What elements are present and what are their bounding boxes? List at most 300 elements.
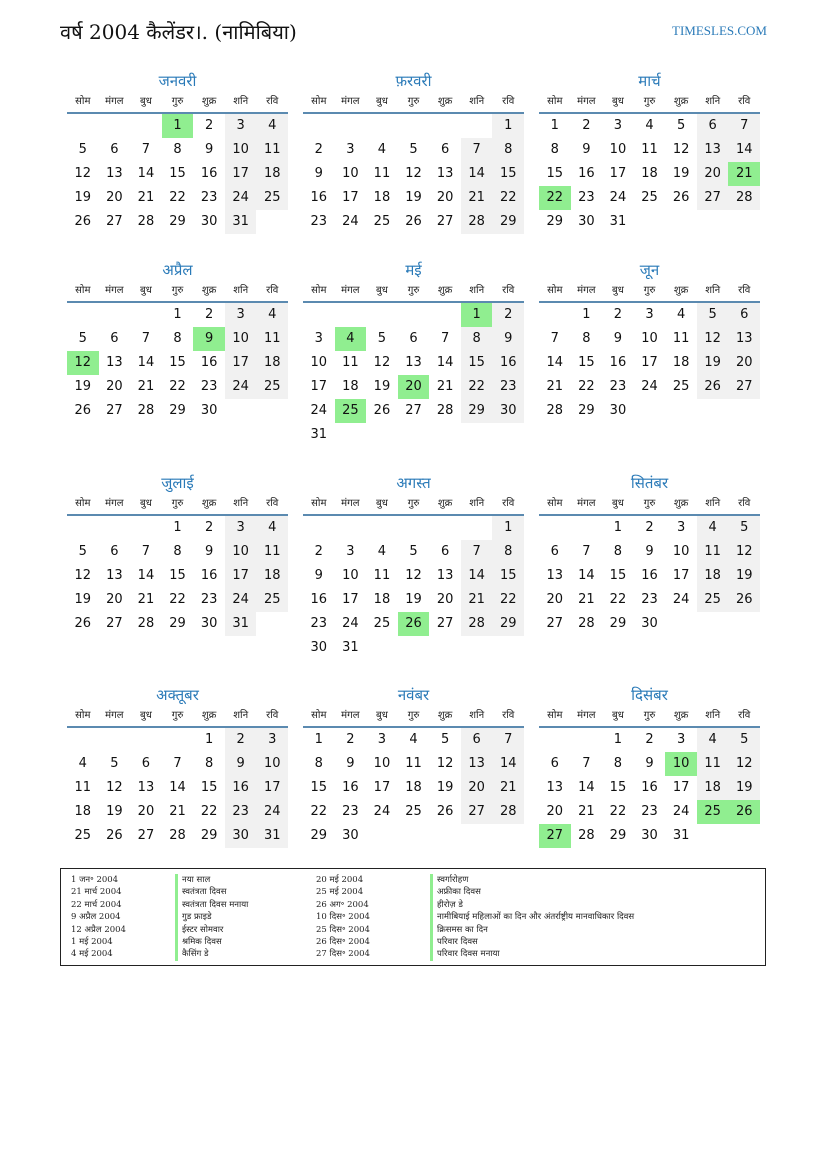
day-cell: 3: [645, 307, 654, 322]
day-cell: 18: [672, 355, 690, 370]
weekday-header: [539, 281, 760, 303]
day-cell: 26: [106, 828, 123, 843]
weekday-header: [303, 281, 524, 303]
day-cell: 19: [436, 780, 454, 795]
day-cell: 31: [310, 427, 328, 442]
day-cell: 31: [225, 612, 257, 636]
weekday-label: बुध: [612, 710, 624, 721]
week-row: [67, 824, 288, 848]
day-cell: 21: [728, 162, 760, 186]
day-cell: 13: [106, 568, 123, 583]
day-cell: 15: [200, 780, 218, 795]
day-cell: 13: [106, 355, 123, 370]
day-cell: 22: [310, 804, 328, 819]
day-cell: 5: [409, 544, 418, 559]
day-cell: 25: [373, 616, 391, 631]
day-cell: 22: [609, 804, 627, 819]
week-row: [67, 776, 288, 800]
day-cell: 14: [578, 780, 595, 795]
day-cell: 27: [436, 214, 454, 229]
week-row: [67, 351, 288, 375]
month-name: अक्तूबर: [156, 686, 199, 704]
day-cell: 31: [609, 214, 627, 229]
day-cell: 13: [728, 327, 760, 351]
day-cell: 24: [310, 403, 328, 418]
day-cell: 21: [137, 190, 155, 205]
empty-cell: [398, 636, 430, 660]
day-cell: 27: [461, 800, 493, 824]
empty-cell: [335, 114, 367, 138]
empty-cell: [256, 210, 288, 234]
day-cell: 10: [225, 327, 257, 351]
month-9: [539, 472, 760, 636]
day-cell: 24: [672, 592, 690, 607]
day-cell: 18: [373, 190, 391, 205]
empty-cell: [429, 516, 461, 540]
holiday-name: परिवार दिवस: [430, 936, 634, 948]
weekday-label: गुरु: [407, 498, 420, 509]
day-cell: 14: [137, 166, 155, 181]
day-cell: 8: [173, 544, 182, 559]
day-cell: 27: [137, 828, 155, 843]
day-cell: 21: [461, 186, 493, 210]
day-cell: 4: [377, 142, 387, 157]
day-cell: 22: [578, 379, 595, 394]
day-cell: 23: [310, 616, 328, 631]
weekday-label: गुरु: [171, 498, 184, 509]
month-4: [67, 259, 288, 423]
empty-cell: [728, 824, 760, 848]
day-cell: 14: [137, 568, 155, 583]
day-cell: 27: [106, 214, 123, 229]
day-cell: 26: [436, 804, 454, 819]
weekday-label: रवि: [738, 285, 751, 296]
empty-cell: [67, 728, 99, 752]
day-cell: 24: [225, 588, 257, 612]
day-cell: 26: [672, 190, 690, 205]
empty-cell: [99, 516, 131, 540]
day-cell: 28: [137, 403, 155, 418]
empty-cell: [461, 516, 493, 540]
day-cell: 30: [641, 828, 658, 843]
day-cell: 28: [461, 612, 493, 636]
day-cell: 29: [169, 214, 186, 229]
day-cell: 2: [225, 728, 257, 752]
day-cell: 8: [613, 544, 623, 559]
day-cell: 18: [641, 166, 658, 181]
day-cell: 1: [173, 520, 182, 535]
holiday-date: 26 अग॰ 2004: [316, 899, 369, 910]
empty-cell: [429, 303, 461, 327]
week-row: [303, 728, 524, 752]
day-cell: 9: [204, 142, 214, 157]
day-cell: 28: [578, 616, 595, 631]
day-cell: 18: [342, 379, 359, 394]
empty-cell: [461, 824, 493, 848]
month-12: [539, 684, 760, 848]
day-cell: 2: [613, 307, 623, 322]
day-cell: 30: [342, 828, 359, 843]
empty-cell: [335, 423, 367, 447]
week-row: [67, 303, 288, 327]
day-cell: 12: [728, 540, 760, 564]
day-cell: 9: [204, 544, 214, 559]
day-cell: 18: [697, 776, 729, 800]
day-cell: 10: [342, 166, 359, 181]
weekday-label: गुरु: [171, 710, 184, 721]
day-cell: 20: [398, 375, 430, 399]
day-cell: 3: [256, 728, 288, 752]
day-cell: 16: [310, 592, 328, 607]
weekday-label: शनि: [469, 285, 485, 296]
day-cell: 23: [609, 379, 627, 394]
day-cell: 20: [697, 162, 729, 186]
empty-cell: [99, 728, 131, 752]
week-row: [303, 588, 524, 612]
month-name: जुलाई: [161, 474, 194, 492]
weekday-header: [303, 92, 524, 114]
day-cell: 3: [225, 114, 257, 138]
day-cell: 13: [697, 138, 729, 162]
week-row: [303, 210, 524, 234]
day-cell: 5: [110, 756, 119, 771]
week-row: [539, 114, 760, 138]
day-cell: 25: [405, 804, 422, 819]
day-cell: 18: [256, 351, 288, 375]
empty-cell: [461, 114, 493, 138]
day-cell: 13: [461, 752, 493, 776]
day-cell: 10: [342, 568, 359, 583]
weekday-label: मंगल: [341, 498, 360, 509]
empty-cell: [99, 303, 131, 327]
week-row: [303, 776, 524, 800]
day-cell: 18: [405, 780, 422, 795]
empty-cell: [130, 114, 162, 138]
weekday-label: बुध: [376, 710, 388, 721]
week-row: [67, 540, 288, 564]
day-cell: 8: [492, 138, 524, 162]
day-cell: 8: [314, 756, 323, 771]
day-cell: 29: [609, 616, 627, 631]
day-cell: 26: [74, 214, 92, 229]
day-cell: 11: [672, 331, 690, 346]
day-cell: 20: [436, 190, 454, 205]
day-cell: 18: [697, 564, 729, 588]
weekday-label: गुरु: [407, 96, 420, 107]
day-cell: 28: [461, 210, 493, 234]
week-row: [539, 776, 760, 800]
day-cell: 5: [377, 331, 387, 346]
weekday-label: सोम: [547, 710, 563, 721]
week-row: [67, 327, 288, 351]
empty-cell: [335, 516, 367, 540]
empty-cell: [256, 399, 288, 423]
day-cell: 9: [582, 142, 591, 157]
day-cell: 8: [461, 327, 493, 351]
day-cell: 24: [672, 804, 690, 819]
day-cell: 11: [373, 568, 391, 583]
empty-cell: [429, 423, 461, 447]
weekday-label: रवि: [502, 285, 515, 296]
day-cell: 22: [609, 592, 627, 607]
day-cell: 28: [436, 403, 454, 418]
holiday-name: स्वतंत्रता दिवस: [175, 886, 248, 898]
day-cell: 30: [200, 616, 218, 631]
weekday-label: शनि: [705, 285, 721, 296]
day-cell: 3: [377, 732, 387, 747]
week-row: [539, 162, 760, 186]
weekday-label: शनि: [469, 498, 485, 509]
weekday-label: बुध: [612, 285, 624, 296]
empty-cell: [366, 516, 398, 540]
holiday-list: [60, 868, 766, 966]
day-cell: 22: [169, 190, 186, 205]
weekday-label: बुध: [376, 285, 388, 296]
day-cell: 23: [342, 804, 359, 819]
day-cell: 14: [546, 355, 564, 370]
day-cell: 17: [342, 190, 359, 205]
day-cell: 9: [225, 752, 257, 776]
day-cell: 27: [539, 824, 571, 848]
day-cell: 21: [137, 379, 155, 394]
empty-cell: [665, 210, 697, 234]
weekday-label: सोम: [311, 96, 327, 107]
week-row: [539, 800, 760, 824]
weekday-label: मंगल: [577, 498, 596, 509]
weekday-label: सोम: [311, 498, 327, 509]
site-name[interactable]: TIMESLES.COM: [672, 23, 767, 38]
empty-cell: [366, 423, 398, 447]
day-cell: 4: [409, 732, 418, 747]
day-cell: 23: [200, 379, 218, 394]
day-cell: 5: [78, 544, 87, 559]
day-cell: 17: [609, 166, 627, 181]
empty-cell: [461, 636, 493, 660]
empty-cell: [303, 516, 335, 540]
weekday-header: [67, 92, 288, 114]
day-cell: 27: [436, 616, 454, 631]
weekday-header: [67, 494, 288, 516]
weekday-header: [539, 92, 760, 114]
weekday-label: शुक्र: [201, 498, 217, 509]
day-cell: 15: [461, 351, 493, 375]
weekday-label: शनि: [233, 710, 249, 721]
weekday-label: गुरु: [171, 96, 184, 107]
holiday-date: 22 मार्च 2004: [71, 899, 122, 910]
month-2: [303, 70, 524, 234]
day-cell: 26: [697, 375, 729, 399]
week-row: [303, 351, 524, 375]
weekday-label: गुरु: [407, 710, 420, 721]
day-cell: 12: [405, 568, 422, 583]
day-cell: 4: [78, 756, 87, 771]
week-row: [303, 138, 524, 162]
day-cell: 19: [74, 592, 92, 607]
day-cell: 16: [641, 568, 658, 583]
day-cell: 25: [256, 186, 288, 210]
weekday-header: [539, 494, 760, 516]
day-cell: 6: [461, 728, 493, 752]
day-cell: 3: [346, 544, 355, 559]
day-cell: 13: [137, 780, 155, 795]
holiday-name: अफ्रीका दिवस: [430, 886, 634, 898]
day-cell: 25: [697, 588, 729, 612]
day-cell: 26: [728, 588, 760, 612]
weekday-label: शनि: [469, 96, 485, 107]
week-row: [67, 399, 288, 423]
day-cell: 7: [582, 756, 591, 771]
day-cell: 3: [346, 142, 355, 157]
day-cell: 1: [492, 114, 524, 138]
day-cell: 25: [335, 399, 367, 423]
weekday-label: मंगल: [105, 710, 124, 721]
empty-cell: [162, 728, 194, 752]
month-6: [539, 259, 760, 423]
day-cell: 10: [373, 756, 391, 771]
day-cell: 6: [110, 331, 119, 346]
empty-cell: [67, 303, 99, 327]
day-cell: 1: [492, 516, 524, 540]
month-name: जनवरी: [158, 72, 197, 90]
day-cell: 17: [342, 592, 359, 607]
week-row: [67, 375, 288, 399]
day-cell: 8: [613, 756, 623, 771]
day-cell: 22: [200, 804, 218, 819]
week-row: [303, 303, 524, 327]
empty-cell: [461, 423, 493, 447]
day-cell: 28: [546, 403, 564, 418]
weekday-label: शनि: [705, 96, 721, 107]
day-cell: 15: [169, 166, 186, 181]
weekday-label: मंगल: [105, 285, 124, 296]
empty-cell: [539, 303, 571, 327]
day-cell: 14: [169, 780, 186, 795]
weekday-header: [303, 494, 524, 516]
day-cell: 6: [550, 544, 559, 559]
day-cell: 8: [204, 756, 214, 771]
day-cell: 2: [645, 520, 654, 535]
empty-cell: [366, 636, 398, 660]
week-row: [303, 752, 524, 776]
day-cell: 23: [200, 592, 218, 607]
day-cell: 13: [436, 568, 454, 583]
empty-cell: [130, 303, 162, 327]
week-row: [67, 752, 288, 776]
weekday-label: मंगल: [577, 96, 596, 107]
day-cell: 24: [342, 616, 359, 631]
holiday-name: श्रमिक दिवस: [175, 936, 248, 948]
week-row: [303, 636, 524, 660]
holiday-date: 1 मई 2004: [71, 936, 113, 947]
day-cell: 21: [492, 776, 524, 800]
empty-cell: [697, 210, 729, 234]
day-cell: 13: [106, 166, 123, 181]
week-row: [67, 114, 288, 138]
day-cell: 7: [728, 114, 760, 138]
day-cell: 11: [697, 752, 729, 776]
empty-cell: [398, 423, 430, 447]
weekday-label: सोम: [311, 710, 327, 721]
day-cell: 24: [256, 800, 288, 824]
day-cell: 27: [728, 375, 760, 399]
week-row: [539, 303, 760, 327]
day-cell: 22: [461, 375, 493, 399]
day-cell: 15: [492, 564, 524, 588]
weekday-label: शनि: [233, 285, 249, 296]
day-cell: 3: [314, 331, 323, 346]
day-cell: 20: [106, 190, 123, 205]
weekday-label: शुक्र: [437, 285, 453, 296]
weekday-label: सोम: [547, 285, 563, 296]
day-cell: 11: [256, 138, 288, 162]
empty-cell: [492, 636, 524, 660]
weekday-label: शुक्र: [673, 96, 689, 107]
day-cell: 6: [440, 142, 450, 157]
holiday-date: 9 अप्रैल 2004: [71, 912, 121, 923]
week-row: [303, 824, 524, 848]
day-cell: 6: [409, 331, 418, 346]
weekday-label: रवि: [738, 96, 751, 107]
empty-cell: [697, 612, 729, 636]
week-row: [67, 728, 288, 752]
month-10: [67, 684, 288, 848]
day-cell: 22: [492, 588, 524, 612]
day-cell: 19: [728, 776, 760, 800]
week-row: [67, 564, 288, 588]
empty-cell: [67, 114, 99, 138]
weekday-label: बुध: [612, 498, 624, 509]
week-row: [303, 327, 524, 351]
day-cell: 22: [492, 186, 524, 210]
day-cell: 25: [256, 588, 288, 612]
day-cell: 11: [641, 142, 658, 157]
empty-cell: [366, 824, 398, 848]
day-cell: 22: [169, 592, 186, 607]
day-cell: 19: [373, 379, 391, 394]
day-cell: 14: [436, 355, 454, 370]
day-cell: 30: [492, 399, 524, 423]
weekday-label: गुरु: [643, 710, 656, 721]
day-cell: 10: [256, 752, 288, 776]
weekday-label: रवि: [266, 96, 279, 107]
weekday-label: सोम: [75, 96, 91, 107]
empty-cell: [366, 303, 398, 327]
day-cell: 28: [492, 800, 524, 824]
day-cell: 15: [546, 166, 564, 181]
week-row: [539, 728, 760, 752]
day-cell: 29: [492, 210, 524, 234]
empty-cell: [697, 399, 729, 423]
day-cell: 25: [256, 375, 288, 399]
day-cell: 30: [609, 403, 627, 418]
day-cell: 19: [405, 190, 422, 205]
day-cell: 7: [492, 728, 524, 752]
day-cell: 8: [173, 142, 182, 157]
week-row: [303, 516, 524, 540]
weekday-label: बुध: [140, 96, 152, 107]
holiday-name: क्रिसमस का दिन: [430, 924, 634, 936]
holiday-name: ईस्टर सोमवार: [175, 924, 248, 936]
weekday-label: गुरु: [643, 96, 656, 107]
weekday-label: रवि: [266, 498, 279, 509]
empty-cell: [99, 114, 131, 138]
holiday-name: परिवार दिवस मनाया: [430, 948, 634, 960]
weekday-label: रवि: [502, 498, 515, 509]
weekday-label: गुरु: [643, 498, 656, 509]
week-row: [539, 516, 760, 540]
day-cell: 14: [461, 162, 493, 186]
day-cell: 19: [728, 564, 760, 588]
